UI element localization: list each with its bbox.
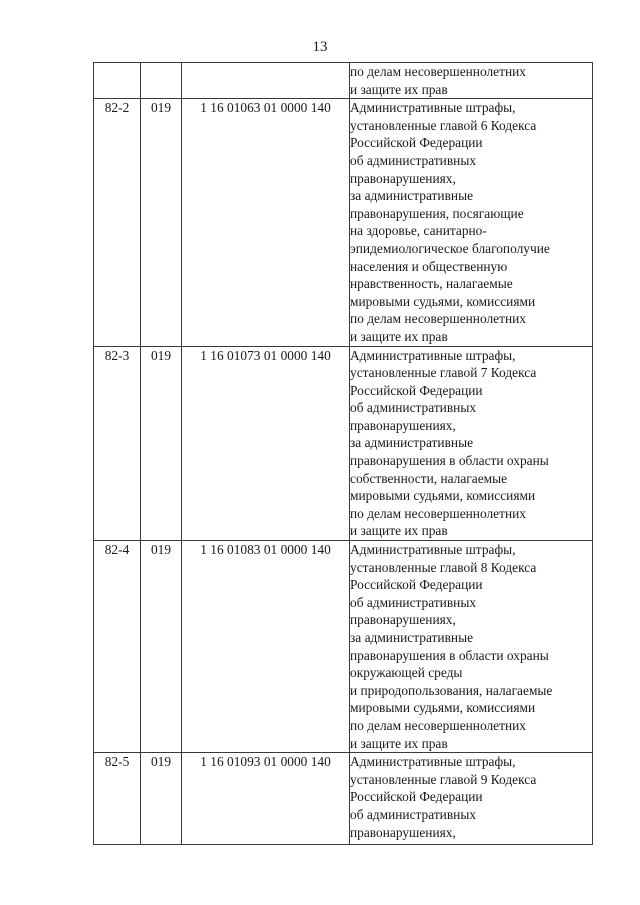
description-line: за административные: [350, 435, 474, 451]
budget-classification-code-cell: 1 16 01073 01 0000 140: [182, 346, 350, 541]
revenue-code-table: [93, 62, 593, 845]
description-line: по делам несовершеннолетних: [350, 505, 526, 521]
description-line: Административные штрафы,: [350, 347, 516, 363]
description-line: нравственность, налагаемые: [350, 276, 513, 292]
description-line: установленные главой 6 Кодекса: [350, 117, 537, 133]
description-line: правонарушения, посягающие: [350, 205, 524, 221]
description-line: по делам несовершеннолетних: [350, 311, 526, 327]
description-line: об административных: [350, 152, 477, 168]
description-line: правонарушениях,: [350, 824, 456, 840]
description-line: населения и общественную: [350, 258, 508, 274]
description-line: установленные главой 9 Кодекса: [350, 771, 537, 787]
description-line: Административные штрафы,: [350, 754, 516, 770]
page-number: 13: [312, 39, 328, 55]
admin-code-cell: [141, 63, 182, 99]
table-row: [94, 63, 593, 99]
description-line: правонарушениях,: [350, 170, 456, 186]
budget-classification-code-cell: 1 16 01083 01 0000 140: [182, 541, 350, 753]
revenue-description-cell: [350, 346, 593, 541]
description-line: за административные: [350, 630, 474, 645]
description-line: мировыми судьями, комиссиями: [350, 293, 536, 309]
description-line: Административные штрафы,: [350, 542, 516, 558]
revenue-description-cell: [350, 99, 593, 346]
description-line: Российской Федерации: [350, 577, 483, 593]
description-line: правонарушения в области охраны: [350, 453, 549, 469]
table-body: [94, 63, 593, 845]
description-line: Административные штрафы,: [350, 100, 516, 116]
budget-classification-code-cell: 1 16 01063 01 0000 140: [182, 99, 350, 346]
description-line: мировыми судьями, комиссиями: [350, 700, 536, 716]
description-line: об административных: [350, 400, 477, 416]
description-line: и природопользования, налагаемые: [350, 682, 553, 698]
row-number-cell: 82-2: [94, 99, 141, 346]
revenue-description-cell: [350, 63, 593, 99]
description-line: Российской Федерации: [350, 789, 483, 805]
description-line: об административных: [350, 594, 477, 610]
description-line: и защите их прав: [350, 328, 448, 344]
admin-code-cell: 019: [141, 541, 182, 753]
row-number-cell: [94, 63, 141, 99]
description-line: установленные главой 7 Кодекса: [350, 365, 537, 381]
description-line: и защите их прав: [350, 81, 448, 97]
budget-classification-code-cell: 1 16 01093 01 0000 140: [182, 753, 350, 845]
description-line: окружающей среды: [350, 665, 463, 681]
description-line: эпидемиологическое благополучие: [350, 240, 550, 256]
row-number-cell: 82-5: [94, 753, 141, 845]
description-line: правонарушениях,: [350, 612, 456, 628]
table-row: [94, 541, 593, 753]
row-number-cell: 82-3: [94, 346, 141, 541]
description-line: и защите их прав: [350, 523, 448, 539]
budget-classification-code-cell: [182, 63, 350, 99]
description-line: правонарушениях,: [350, 417, 456, 433]
description-line: и защите их прав: [350, 735, 448, 751]
description-line: установленные главой 8 Кодекса: [350, 559, 537, 575]
admin-code-cell: 019: [141, 753, 182, 845]
table-row: [94, 99, 593, 346]
table-row: [94, 753, 593, 845]
admin-code-cell: 019: [141, 346, 182, 541]
description-line: Российской Федерации: [350, 135, 483, 151]
description-line: на здоровье, санитарно-: [350, 223, 487, 239]
description-line: по делам несовершеннолетних: [350, 717, 526, 733]
description-line: об административных: [350, 806, 477, 822]
admin-code-cell: 019: [141, 99, 182, 346]
description-line: Российской Федерации: [350, 382, 483, 398]
description-line: мировыми судьями, комиссиями: [350, 488, 536, 504]
description-line: за административные: [350, 188, 474, 204]
description-line: правонарушения в области охраны: [350, 647, 549, 663]
description-line: собственности, налагаемые: [350, 470, 508, 486]
revenue-description-cell: [350, 541, 593, 753]
table-row: [94, 346, 593, 541]
description-line: по делам несовершеннолетних: [350, 64, 526, 79]
row-number-cell: 82-4: [94, 541, 141, 753]
revenue-description-cell: [350, 753, 593, 845]
